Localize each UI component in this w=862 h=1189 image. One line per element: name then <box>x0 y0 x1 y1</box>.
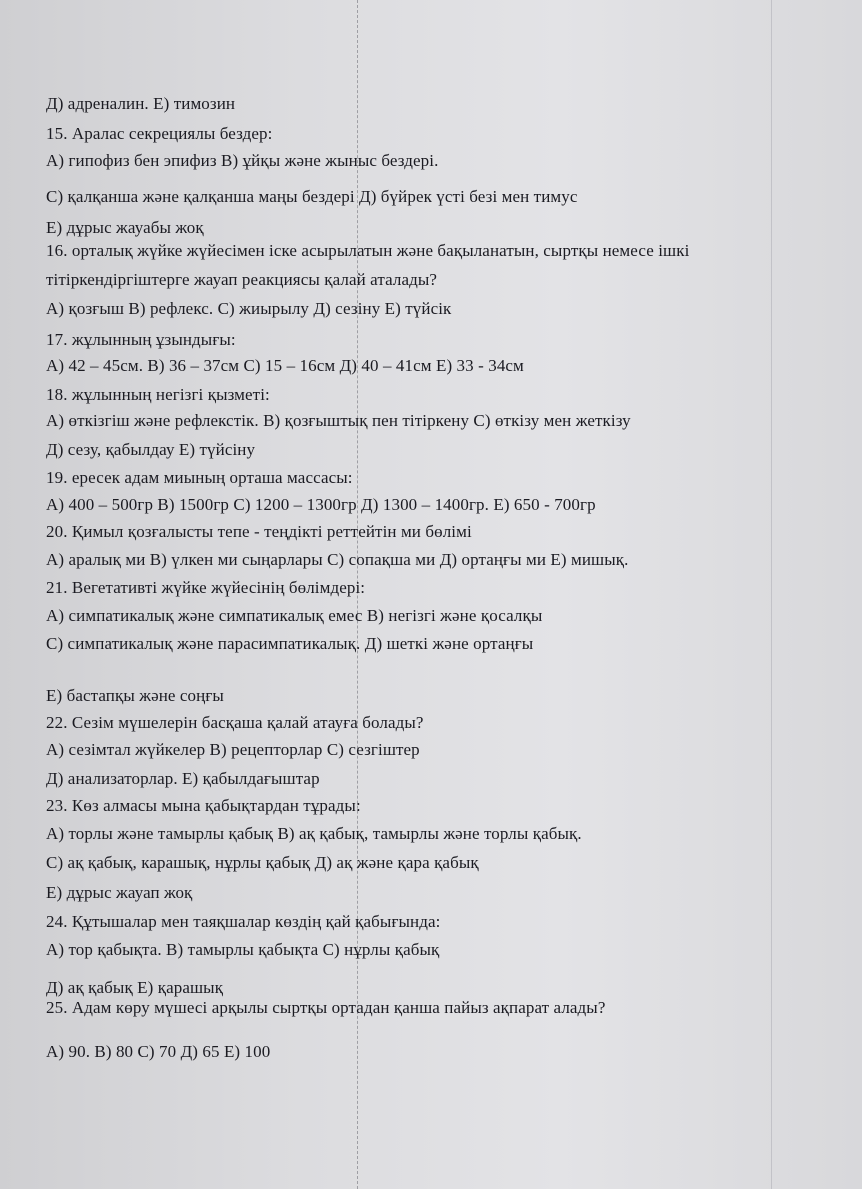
text-line: Д) адреналин. Е) тимозин <box>46 94 236 113</box>
question-24: 24. Құтышалар мен таяқшалар көздің қай қабығында: <box>46 912 441 931</box>
text-line: Д) сезу, қабылдау Е) түйсіну <box>46 440 256 459</box>
text-line: тітіркендіргіштерге жауап реакциясы қалай аталады? <box>46 270 438 289</box>
text-line: Е) дұрыс жауабы жоқ <box>46 218 204 237</box>
text-line: А) симпатикалық және симпатикалық емес В) негізгі және қосалқы <box>46 606 543 625</box>
text-line: С) симпатикалық және парасимпатикалық. Д) шеткі және ортаңғы <box>46 634 534 653</box>
question-19: 19. ересек адам миының орташа массасы: <box>46 468 353 487</box>
text-line: А) 400 – 500гр В) 1500гр С) 1200 – 1300гр Д) 1300 – 1400гр. Е) 650 - 700гр <box>46 495 596 514</box>
question-15: 15. Аралас секрециялы бездер: <box>46 124 273 143</box>
question-16: 16. орталық жүйке жүйесімен іске асырылатын және бақыланатын, сыртқы немесе ішкі <box>46 241 690 260</box>
text-line: Д) анализаторлар. Е) қабылдағыштар <box>46 769 320 788</box>
question-25: 25. Адам көру мүшесі арқылы сыртқы ортадан қанша пайыз ақпарат алады? <box>46 998 606 1017</box>
question-18: 18. жұлынның негізгі қызметі: <box>46 385 270 404</box>
text-line: А) өткізгіш және рефлекстік. В) қозғыштық пен тітіркену С) өткізу мен жеткізу <box>46 411 631 430</box>
text-line: Е) дұрыс жауап жоқ <box>46 883 193 902</box>
question-21: 21. Вегетативті жүйке жүйесінің бөлімдері: <box>46 578 366 597</box>
text-line: А) тор қабықта. В) тамырлы қабықта С) нұрлы қабық <box>46 940 440 959</box>
text-line: А) сезімтал жүйкелер В) рецепторлар С) сезгіштер <box>46 740 420 759</box>
question-17: 17. жұлынның ұзындығы: <box>46 330 236 349</box>
text-line: А) 42 – 45см. В) 36 – 37см С) 15 – 16см Д) 40 – 41см Е) 33 - 34см <box>46 356 524 375</box>
question-20: 20. Қимыл қозғалысты тепе - теңдікті реттейтін ми бөлімі <box>46 522 472 541</box>
text-line: Е) бастапқы және соңғы <box>46 686 224 705</box>
question-23: 23. Көз алмасы мына қабықтардан тұрады: <box>46 796 361 815</box>
text-line: А) гипофиз бен эпифиз В) ұйқы және жыныс бездері. <box>46 151 439 170</box>
text-line: С) қалқанша және қалқанша маңы бездері Д) бүйрек үсті безі мен тимус <box>46 187 578 206</box>
text-line: А) аралық ми В) үлкен ми сыңарлары С) сопақша ми Д) ортаңғы ми Е) мишық. <box>46 550 629 569</box>
margin-line <box>771 0 772 1189</box>
text-line: С) ақ қабық, карашық, нұрлы қабық Д) ақ және қара қабық <box>46 853 479 872</box>
question-22: 22. Сезім мүшелерін басқаша қалай атауға болады? <box>46 713 424 732</box>
text-line: А) қозғыш В) рефлекс. С) жиырылу Д) сезіну Е) түйсік <box>46 299 452 318</box>
text-line: А) 90. В) 80 С) 70 Д) 65 Е) 100 <box>46 1042 271 1061</box>
text-line: А) торлы және тамырлы қабық В) ақ қабық, тамырлы және торлы қабық. <box>46 824 582 843</box>
text-line: Д) ақ қабық Е) қарашық <box>46 978 224 997</box>
